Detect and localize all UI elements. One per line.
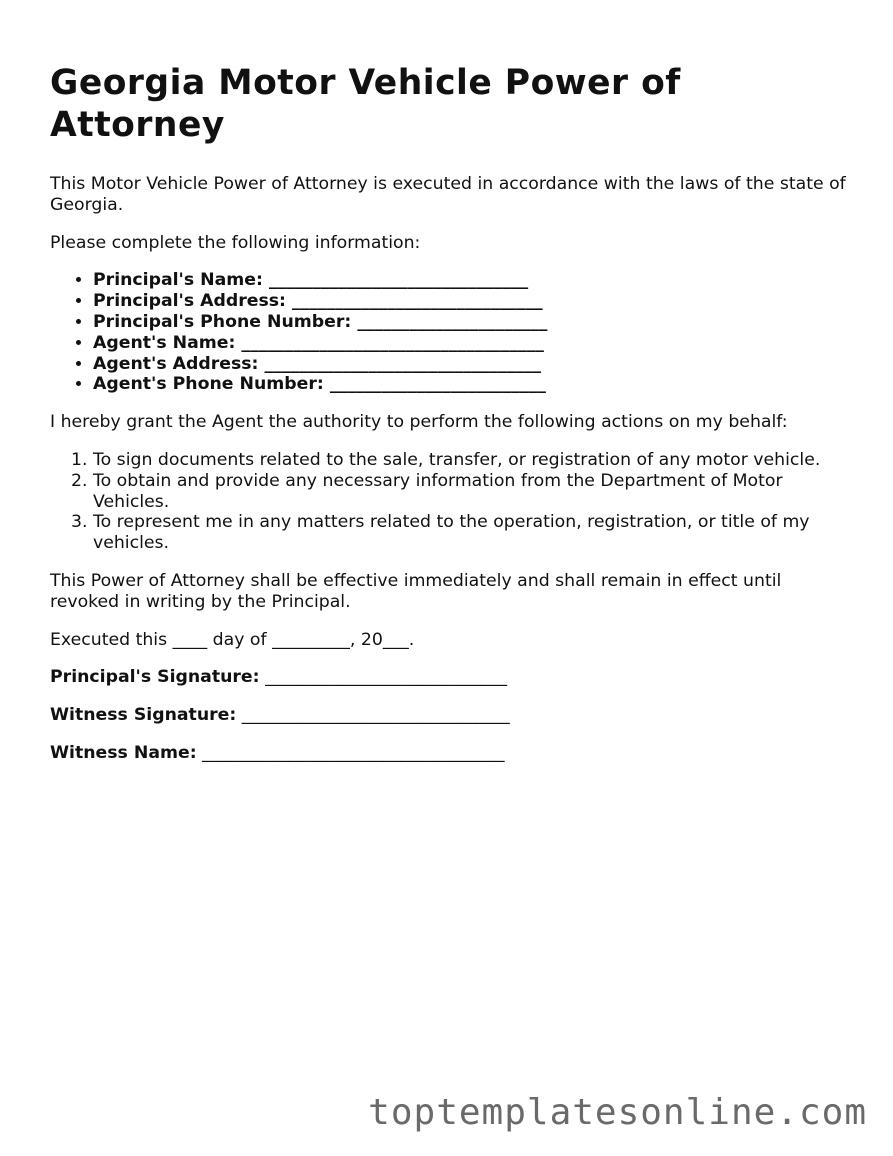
- field-blank: _________________________: [329, 374, 546, 395]
- document-page: [50, 62, 850, 781]
- effective-paragraph: This Power of Attorney shall be effective immediately and shall remain in effect until revoked in writing by the Principal.: [50, 570, 782, 612]
- witness-name-blank: ___________________________________: [202, 742, 505, 763]
- grant-paragraph: I hereby grant the Agent the authority to perform the following actions on my behalf:: [50, 412, 788, 433]
- principal-signature-blank: ____________________________: [265, 667, 507, 688]
- action-item: 1. To sign documents related to the sale, transfer, or registration of any motor vehicle.: [93, 450, 850, 471]
- witness-signature-line: [50, 705, 850, 726]
- field-principal-phone: [93, 312, 850, 333]
- actions-list: [50, 450, 850, 554]
- field-label: Agent's Address:: [93, 353, 259, 374]
- principal-signature-label: Principal's Signature:: [50, 667, 260, 688]
- info-fields-list: [50, 270, 850, 395]
- action-item: 2. To obtain and provide any necessary information from the Department of Motor Vehicles.: [93, 471, 850, 513]
- field-agent-name: [93, 333, 850, 354]
- field-label: Principal's Phone Number:: [93, 311, 352, 332]
- instruction-paragraph: Please complete the following information:: [50, 232, 421, 253]
- witness-name-line: [50, 743, 850, 764]
- field-label: Principal's Address:: [93, 291, 286, 312]
- witness-name-label: Witness Name:: [50, 742, 197, 763]
- field-principal-address: [93, 291, 850, 312]
- field-label: Principal's Name:: [93, 270, 263, 291]
- field-blank: ______________________________: [268, 270, 529, 291]
- executed-line: Executed this ____ day of _________, 20___.: [50, 629, 415, 650]
- field-agent-address: [93, 354, 850, 375]
- principal-signature-line: [50, 667, 850, 688]
- watermark-text: toptemplatesonline.com: [368, 1092, 867, 1133]
- field-principal-name: [93, 270, 850, 291]
- field-blank: ________________________________: [264, 353, 541, 374]
- document-title: Georgia Motor Vehicle Power of Attorney: [50, 63, 681, 145]
- field-label: Agent's Name:: [93, 332, 236, 353]
- field-blank: _____________________________: [292, 291, 543, 312]
- witness-signature-blank: _______________________________: [241, 705, 510, 726]
- field-blank: ______________________: [357, 311, 548, 332]
- field-blank: ___________________________________: [241, 332, 544, 353]
- action-item: 3. To represent me in any matters related to the operation, registration, or title of my vehicles.: [93, 512, 850, 554]
- intro-paragraph: This Motor Vehicle Power of Attorney is executed in accordance with the laws of the state of Georgia.: [50, 174, 846, 215]
- field-agent-phone: [93, 374, 850, 395]
- witness-signature-label: Witness Signature:: [50, 705, 237, 726]
- field-label: Agent's Phone Number:: [93, 374, 324, 395]
